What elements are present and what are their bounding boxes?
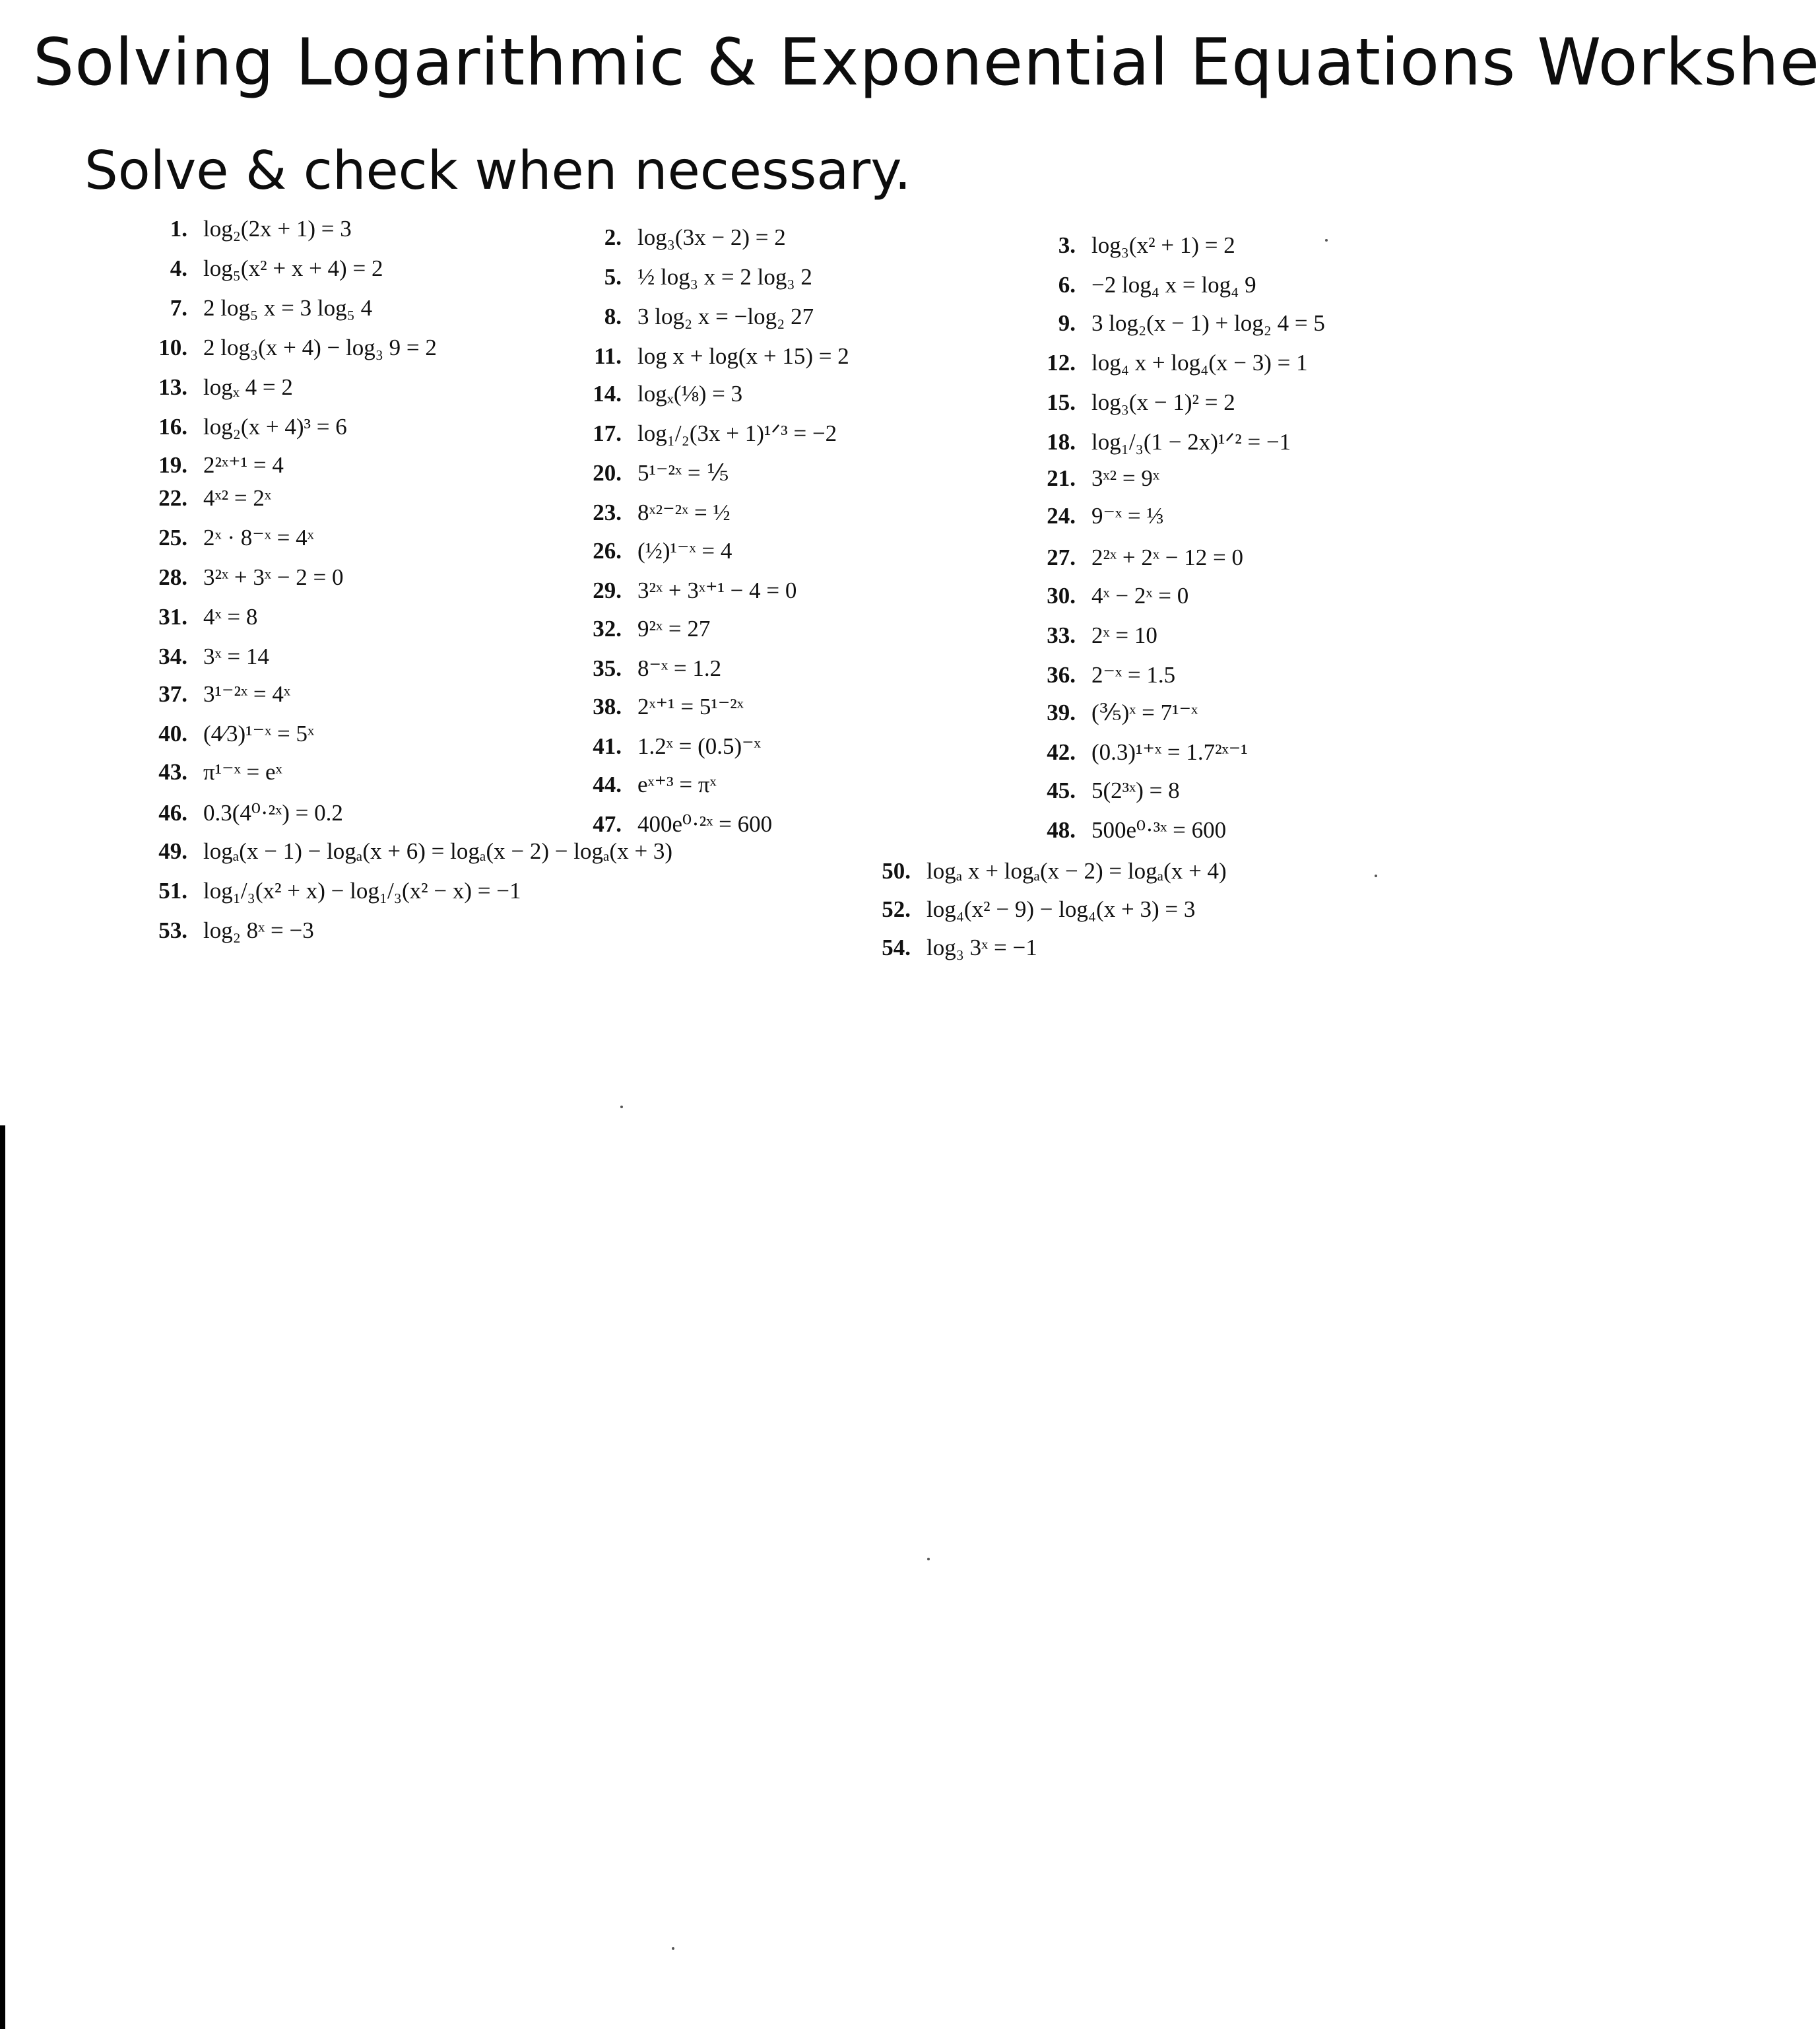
- problem-equation: 400e⁰·²ˣ = 600: [637, 811, 773, 837]
- problem-equation: 2 log₃(x + 4) − log₃ 9 = 2: [203, 335, 437, 360]
- problem-equation: 500e⁰·³ˣ = 600: [1091, 817, 1227, 843]
- problem-number: 5.: [604, 264, 622, 290]
- problem-31: [146, 603, 257, 632]
- problem-equation: 2ˣ = 10: [1091, 622, 1157, 648]
- problem-number: 15.: [1047, 389, 1076, 415]
- problem-number: 2.: [604, 224, 622, 250]
- problem-number: 4.: [170, 255, 187, 281]
- problem-number: 48.: [1047, 817, 1076, 843]
- problem-number: 32.: [593, 616, 622, 642]
- problem-equation: eˣ⁺³ = πˣ: [637, 772, 717, 797]
- problem-26: [581, 537, 732, 566]
- problem-number: 41.: [593, 733, 622, 759]
- problem-equation: −2 log₄ x = log₄ 9: [1091, 272, 1256, 298]
- problem-number: 33.: [1047, 622, 1076, 648]
- problem-number: 37.: [158, 681, 187, 707]
- scan-speck: [1325, 239, 1328, 242]
- problem-42: [1035, 738, 1248, 767]
- problem-47: [581, 810, 772, 839]
- problem-44: [581, 770, 717, 799]
- problem-53: [146, 916, 314, 945]
- problem-number: 16.: [158, 414, 187, 440]
- problem-8: [581, 302, 814, 331]
- problem-25: [146, 523, 314, 552]
- problem-number: 40.: [158, 721, 187, 747]
- problem-number: 53.: [158, 917, 187, 943]
- problem-19: [146, 451, 284, 480]
- problem-number: 43.: [158, 759, 187, 785]
- problem-number: 31.: [158, 604, 187, 630]
- problem-29: [581, 576, 796, 605]
- problem-equation: logₓ(⅛) = 3: [637, 381, 743, 407]
- problem-equation: (⅗)ˣ = 7¹⁻ˣ: [1091, 700, 1198, 725]
- problem-number: 36.: [1047, 662, 1076, 688]
- problem-equation: 2 log₅ x = 3 log₅ 4: [203, 295, 373, 321]
- problem-number: 47.: [593, 811, 622, 837]
- problem-number: 18.: [1047, 429, 1076, 455]
- problem-equation: logₓ 4 = 2: [203, 374, 293, 400]
- problem-number: 51.: [158, 878, 187, 904]
- problem-number: 20.: [593, 460, 622, 486]
- problem-equation: 4ˣ = 8: [203, 604, 258, 630]
- problem-number: 10.: [158, 335, 187, 360]
- problem-number: 38.: [593, 694, 622, 719]
- problem-number: 8.: [604, 304, 622, 329]
- problem-9: [1035, 309, 1325, 338]
- problem-36: [1035, 661, 1175, 690]
- problem-50: [870, 857, 1227, 886]
- problem-51: [146, 877, 521, 906]
- problem-number: 45.: [1047, 778, 1076, 803]
- problem-equation: 8⁻ˣ = 1.2: [637, 655, 722, 681]
- problem-16: [146, 413, 347, 442]
- problem-11: [581, 342, 849, 371]
- problem-number: 35.: [593, 655, 622, 681]
- problem-equation: 3¹⁻²ˣ = 4ˣ: [203, 681, 290, 707]
- problem-37: [146, 680, 290, 709]
- problem-equation: 1.2ˣ = (0.5)⁻ˣ: [637, 733, 761, 759]
- problem-38: [581, 692, 744, 721]
- problem-number: 25.: [158, 525, 187, 550]
- problem-27: [1035, 543, 1243, 572]
- problem-number: 7.: [170, 295, 187, 321]
- problem-equation: 9²ˣ = 27: [637, 616, 711, 642]
- problem-equation: log₅(x² + x + 4) = 2: [203, 255, 383, 281]
- problem-equation: log₃(x² + 1) = 2: [1091, 232, 1235, 258]
- problem-equation: 3²ˣ + 3ˣ⁺¹ − 4 = 0: [637, 578, 797, 603]
- problem-equation: 2²ˣ + 2ˣ − 12 = 0: [1091, 545, 1243, 570]
- problem-equation: 3²ˣ + 3ˣ − 2 = 0: [203, 564, 344, 590]
- problem-number: 30.: [1047, 583, 1076, 609]
- problem-number: 46.: [158, 800, 187, 826]
- problem-23: [581, 498, 731, 527]
- problem-equation: (4⁄3)¹⁻ˣ = 5ˣ: [203, 721, 315, 747]
- problem-number: 52.: [882, 896, 911, 922]
- scan-speck: [620, 1106, 623, 1108]
- problem-43: [146, 758, 282, 787]
- problem-24: [1035, 502, 1164, 531]
- problem-equation: 8ˣ²⁻²ˣ = ½: [637, 500, 731, 525]
- problem-equation: 5¹⁻²ˣ = ⅕: [637, 460, 729, 486]
- problem-equation: 4ˣ − 2ˣ = 0: [1091, 583, 1189, 609]
- problem-equation: 5(2³ˣ) = 8: [1091, 778, 1180, 803]
- problem-40: [146, 719, 314, 748]
- problem-equation: 4ˣ² = 2ˣ: [203, 485, 271, 511]
- problem-number: 39.: [1047, 700, 1076, 725]
- problem-number: 13.: [158, 374, 187, 400]
- problem-number: 24.: [1047, 503, 1076, 529]
- problem-equation: log₄(x² − 9) − log₄(x + 3) = 3: [926, 896, 1196, 922]
- problem-33: [1035, 621, 1157, 650]
- problem-number: 44.: [593, 772, 622, 797]
- problem-number: 26.: [593, 538, 622, 564]
- problem-equation: π¹⁻ˣ = eˣ: [203, 759, 282, 785]
- problem-46: [146, 799, 343, 828]
- problem-6: [1035, 271, 1256, 300]
- problem-number: 21.: [1047, 465, 1076, 491]
- problem-equation: logₐ x + logₐ(x − 2) = logₐ(x + 4): [926, 858, 1227, 884]
- problem-equation: 3 log₂(x − 1) + log₂ 4 = 5: [1091, 310, 1325, 336]
- problem-number: 6.: [1058, 272, 1076, 298]
- problem-number: 34.: [158, 644, 187, 669]
- problem-number: 49.: [158, 838, 187, 864]
- problem-34: [146, 642, 269, 671]
- problem-equation: 3 log₂ x = −log₂ 27: [637, 304, 814, 329]
- problem-41: [581, 732, 761, 761]
- problem-equation: 2ˣ · 8⁻ˣ = 4ˣ: [203, 525, 314, 550]
- problem-equation: log₄ x + log₄(x − 3) = 1: [1091, 350, 1308, 376]
- problem-number: 3.: [1058, 232, 1076, 258]
- problem-number: 50.: [882, 858, 911, 884]
- problem-equation: 2ˣ⁺¹ = 5¹⁻²ˣ: [637, 694, 744, 719]
- problem-3: [1035, 231, 1235, 260]
- problem-12: [1035, 349, 1308, 378]
- problem-number: 42.: [1047, 739, 1076, 765]
- problem-number: 54.: [882, 935, 911, 960]
- problem-number: 1.: [170, 216, 187, 242]
- problem-number: 22.: [158, 485, 187, 511]
- problem-1: [146, 215, 352, 244]
- problem-equation: log₃(x − 1)² = 2: [1091, 389, 1235, 415]
- problem-equation: log₃(3x − 2) = 2: [637, 224, 786, 250]
- problem-number: 17.: [593, 420, 622, 446]
- problem-45: [1035, 776, 1180, 805]
- problem-equation: (½)¹⁻ˣ = 4: [637, 538, 732, 564]
- problem-number: 28.: [158, 564, 187, 590]
- problem-13: [146, 373, 293, 402]
- problem-equation: 3ˣ² = 9ˣ: [1091, 465, 1159, 491]
- scan-speck: [672, 1947, 674, 1950]
- problem-equation: log₂(x + 4)³ = 6: [203, 414, 347, 440]
- problem-21: [1035, 464, 1159, 493]
- scan-speck: [927, 1558, 930, 1560]
- problem-number: 27.: [1047, 545, 1076, 570]
- scan-speck: [1375, 875, 1377, 877]
- problem-17: [581, 419, 837, 448]
- problem-7: [146, 294, 372, 323]
- problem-equation: log₃ 3ˣ = −1: [926, 935, 1037, 960]
- problem-30: [1035, 582, 1188, 611]
- problem-equation: log₁/₂(3x + 1)¹ᐟ³ = −2: [637, 420, 837, 446]
- problem-35: [581, 654, 721, 683]
- scan-edge-bar: [0, 1125, 5, 2029]
- problem-number: 19.: [158, 452, 187, 478]
- problem-equation: log₁/₃(x² + x) − log₁/₃(x² − x) = −1: [203, 878, 521, 904]
- instructions: Solve & check when necessary.: [84, 140, 911, 201]
- problem-49: [146, 837, 672, 866]
- problem-48: [1035, 816, 1226, 845]
- problem-equation: log₂ 8ˣ = −3: [203, 917, 314, 943]
- problem-equation: log₂(2x + 1) = 3: [203, 216, 352, 242]
- worksheet-title: Solving Logarithmic & Exponential Equations Workshe: [33, 25, 1820, 100]
- problem-equation: 2²ˣ⁺¹ = 4: [203, 452, 284, 478]
- problem-10: [146, 333, 437, 362]
- problem-20: [581, 459, 729, 488]
- problem-equation: (0.3)¹⁺ˣ = 1.7²ˣ⁻¹: [1091, 739, 1248, 765]
- problem-equation: 3ˣ = 14: [203, 644, 269, 669]
- problem-39: [1035, 698, 1198, 727]
- problem-equation: 9⁻ˣ = ⅓: [1091, 503, 1164, 529]
- problem-5: [581, 263, 812, 292]
- problem-4: [146, 254, 383, 283]
- problem-number: 14.: [593, 381, 622, 407]
- problem-equation: 2⁻ˣ = 1.5: [1091, 662, 1176, 688]
- problem-equation: log x + log(x + 15) = 2: [637, 343, 849, 369]
- problem-22: [146, 484, 271, 513]
- problem-number: 23.: [593, 500, 622, 525]
- problem-equation: ½ log₃ x = 2 log₃ 2: [637, 264, 812, 290]
- problem-number: 12.: [1047, 350, 1076, 376]
- problem-54: [870, 933, 1037, 962]
- problem-28: [146, 563, 343, 592]
- problem-32: [581, 615, 710, 644]
- problem-equation: logₐ(x − 1) − logₐ(x + 6) = logₐ(x − 2) − logₐ(x + 3): [203, 838, 673, 864]
- problem-number: 9.: [1058, 310, 1076, 336]
- problem-number: 11.: [594, 343, 622, 369]
- problem-14: [581, 380, 742, 409]
- problem-18: [1035, 428, 1291, 457]
- problem-number: 29.: [593, 578, 622, 603]
- problem-15: [1035, 388, 1235, 417]
- problem-equation: 0.3(4⁰·²ˣ) = 0.2: [203, 800, 343, 826]
- problem-52: [870, 895, 1195, 924]
- problem-equation: log₁/₃(1 − 2x)¹ᐟ² = −1: [1091, 429, 1291, 455]
- problem-2: [581, 223, 786, 252]
